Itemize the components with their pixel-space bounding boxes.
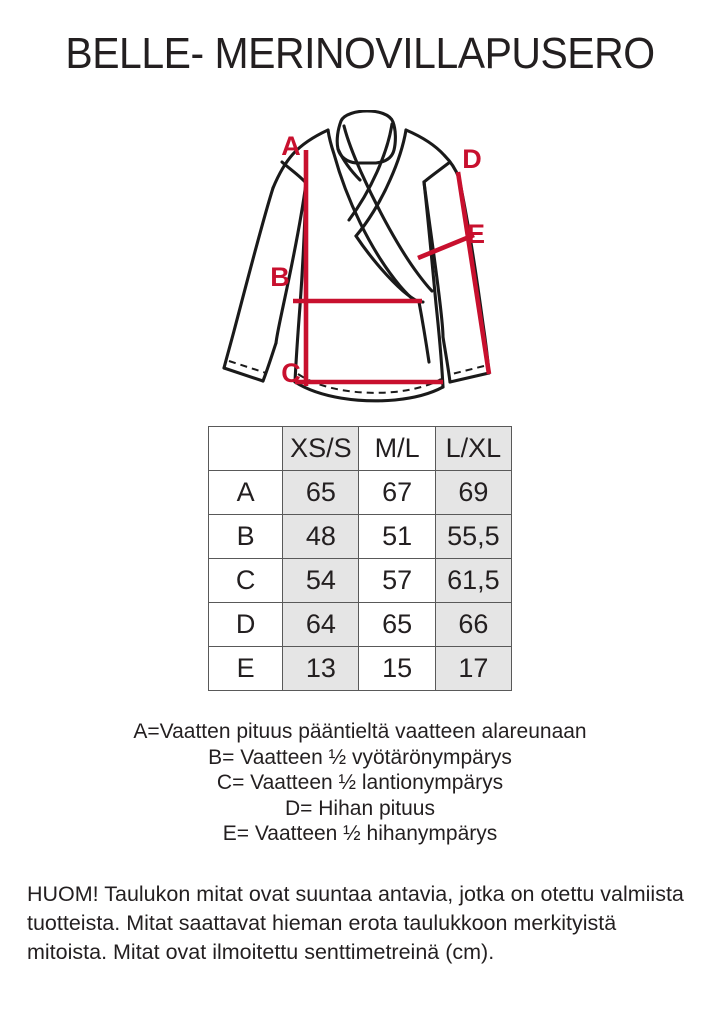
measure-label-a: A <box>281 131 301 161</box>
table-corner-cell <box>209 427 283 471</box>
measurement-legend <box>0 719 720 847</box>
garment-technical-drawing-svg <box>210 110 520 405</box>
hem-curve-path <box>295 382 443 401</box>
right-cuff-inner-path <box>443 337 450 382</box>
right-armhole-path <box>424 162 450 182</box>
legend-line-e: E= Vaatteen ½ hihanympärys <box>222 822 498 845</box>
cell-e-m-l: 15 <box>359 647 435 691</box>
measurement-note: HUOM! Taulukon mitat ovat suuntaa antavia, jotka on otettu valmiista tuotteista. Mitat saattavat hieman erota taulukkoon merkityistä mitoista. Mitat ovat ilmoitettu senttimetreinä (cm). <box>27 882 684 964</box>
table-row <box>209 515 512 559</box>
cell-a-m-l: 67 <box>359 471 435 515</box>
measure-label-c: C <box>281 358 301 388</box>
measure-label-e: E <box>466 219 486 249</box>
cell-b-l-xl: 55,5 <box>435 515 511 559</box>
cell-b-m-l: 51 <box>359 515 435 559</box>
cell-c-l-xl: 61,5 <box>435 559 511 603</box>
legend-line-b: B= Vaatteen ½ vyötärönympärys <box>208 745 512 769</box>
cell-d-m-l: 65 <box>359 603 435 647</box>
measure-line-d <box>458 172 489 374</box>
cell-e-l-xl: 17 <box>435 647 511 691</box>
cell-b-xs-s: 48 <box>283 515 359 559</box>
table-header-row <box>209 427 512 471</box>
right-sleeve-inner-path <box>424 182 443 337</box>
table-row <box>209 647 512 691</box>
table-row <box>209 559 512 603</box>
cell-d-l-xl: 66 <box>435 603 511 647</box>
cell-d-xs-s: 64 <box>283 603 359 647</box>
row-label-e: E <box>209 647 283 691</box>
column-header-l-xl: L/XL <box>435 427 511 471</box>
collar-right-inner-path <box>349 124 392 220</box>
size-table-container <box>208 426 512 691</box>
right-cuff-edge-path <box>450 373 489 382</box>
legend-line-a: A=Vaatten pituus pääntieltä vaatteen alareunaan <box>133 720 587 743</box>
row-label-b: B <box>209 515 283 559</box>
column-header-xs-s: XS/S <box>283 427 359 471</box>
cell-c-m-l: 57 <box>359 559 435 603</box>
cell-a-l-xl: 69 <box>435 471 511 515</box>
column-header-m-l: M/L <box>359 427 435 471</box>
left-sleeve-outer-path <box>224 188 273 368</box>
cell-e-xs-s: 13 <box>283 647 359 691</box>
measure-label-b: B <box>270 262 290 292</box>
measurement-lines-group <box>293 150 489 386</box>
front-drape-path <box>419 302 429 362</box>
left-cuff-inner-path <box>263 343 276 381</box>
right-cuff-stitch-path <box>452 366 484 374</box>
cell-a-xs-s: 65 <box>283 471 359 515</box>
legend-line-d: D= Hihan pituus <box>284 796 435 820</box>
measure-label-d: D <box>462 144 482 174</box>
row-label-c: C <box>209 559 283 603</box>
garment-illustration <box>210 110 520 405</box>
collar-right-outer-path <box>356 130 406 236</box>
garment-outline-group <box>224 111 489 401</box>
legend-line-c: C= Vaatteen ½ lantionympärys <box>216 771 504 794</box>
page-title: BELLE- MERINOVILLAPUSERO <box>65 29 655 78</box>
size-table <box>208 426 512 691</box>
right-shoulder-path <box>406 130 459 178</box>
table-row <box>209 471 512 515</box>
table-row <box>209 603 512 647</box>
measure-line-e <box>418 235 474 258</box>
row-label-a: A <box>209 471 283 515</box>
left-armhole-path <box>282 162 306 183</box>
cell-c-xs-s: 54 <box>283 559 359 603</box>
row-label-d: D <box>209 603 283 647</box>
